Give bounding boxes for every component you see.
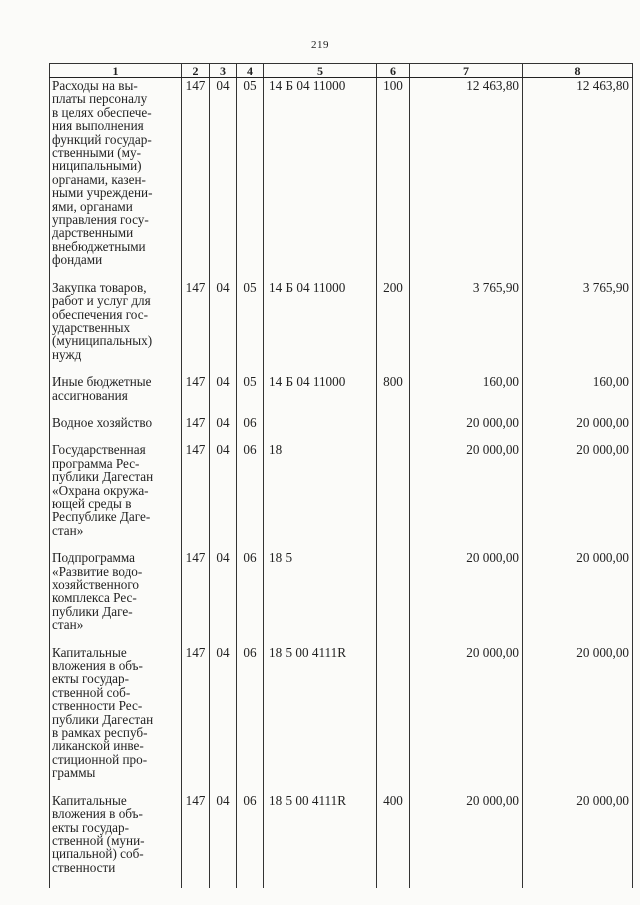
target-article-cell: 18 5 bbox=[264, 551, 377, 645]
amount-cell: 20 000,00 bbox=[410, 551, 523, 645]
target-article-cell: 14 Б 04 11000 bbox=[264, 375, 377, 416]
amount-total-cell: 20 000,00 bbox=[523, 443, 633, 551]
target-article-cell: 14 Б 04 11000 bbox=[264, 78, 377, 281]
table-body bbox=[50, 78, 633, 889]
row-name-cell: Государственная программа Рес- публики Дагестан «Охрана окружа- ющей среды в Республике Даге- стан» bbox=[50, 443, 182, 551]
column-header: 5 bbox=[264, 64, 377, 78]
column-header: 1 bbox=[50, 64, 182, 78]
expense-type-cell: 100 bbox=[377, 78, 410, 281]
table-row bbox=[50, 78, 633, 281]
budget-table bbox=[49, 63, 633, 888]
table-row bbox=[50, 794, 633, 888]
section-code-cell: 04 bbox=[210, 794, 237, 888]
amount-cell: 160,00 bbox=[410, 375, 523, 416]
table-row bbox=[50, 551, 633, 645]
amount-cell: 3 765,90 bbox=[410, 281, 523, 375]
amount-total-cell: 20 000,00 bbox=[523, 794, 633, 888]
amount-cell: 12 463,80 bbox=[410, 78, 523, 281]
amount-total-cell: 20 000,00 bbox=[523, 551, 633, 645]
section-code-cell: 04 bbox=[210, 375, 237, 416]
expense-type-cell bbox=[377, 443, 410, 551]
section-code-cell: 04 bbox=[210, 646, 237, 794]
amount-cell: 20 000,00 bbox=[410, 416, 523, 443]
expense-type-cell: 200 bbox=[377, 281, 410, 375]
expense-type-cell bbox=[377, 416, 410, 443]
row-name-cell: Капитальные вложения в объ- екты государ- ственной соб- ственности Рес- публики Дагестан в рамках респуб- ликанской инве- стиционной про- граммы bbox=[50, 646, 182, 794]
section-code-cell: 04 bbox=[210, 443, 237, 551]
column-header: 2 bbox=[182, 64, 210, 78]
expense-type-cell: 400 bbox=[377, 794, 410, 888]
subsection-code-cell: 05 bbox=[237, 78, 264, 281]
section-code-cell: 04 bbox=[210, 551, 237, 645]
subsection-code-cell: 05 bbox=[237, 281, 264, 375]
row-name-cell: Иные бюджетные ассигнования bbox=[50, 375, 182, 416]
row-name-cell: Закупка товаров, работ и услуг для обеспечения гос- ударственных (муниципальных) нужд bbox=[50, 281, 182, 375]
subsection-code-cell: 06 bbox=[237, 646, 264, 794]
ministry-code-cell: 147 bbox=[182, 551, 210, 645]
expense-type-cell bbox=[377, 646, 410, 794]
row-name-cell: Расходы на вы- платы персоналу в целях обеспече- ния выполнения функций государ- ственными (му- ниципальными) органами, казен- ными учреждени- ями, органами управления госу- дарственными внебюджетными фондами bbox=[50, 78, 182, 281]
amount-total-cell: 20 000,00 bbox=[523, 416, 633, 443]
table-row bbox=[50, 375, 633, 416]
column-header: 8 bbox=[523, 64, 633, 78]
subsection-code-cell: 06 bbox=[237, 443, 264, 551]
table-row bbox=[50, 416, 633, 443]
ministry-code-cell: 147 bbox=[182, 416, 210, 443]
section-code-cell: 04 bbox=[210, 281, 237, 375]
ministry-code-cell: 147 bbox=[182, 78, 210, 281]
expense-type-cell: 800 bbox=[377, 375, 410, 416]
page-number: 219 bbox=[311, 39, 329, 51]
ministry-code-cell: 147 bbox=[182, 443, 210, 551]
column-header: 4 bbox=[237, 64, 264, 78]
column-header: 7 bbox=[410, 64, 523, 78]
amount-total-cell: 20 000,00 bbox=[523, 646, 633, 794]
target-article-cell: 18 5 00 4111R bbox=[264, 646, 377, 794]
amount-total-cell: 12 463,80 bbox=[523, 78, 633, 281]
section-code-cell: 04 bbox=[210, 78, 237, 281]
column-header: 6 bbox=[377, 64, 410, 78]
column-header: 3 bbox=[210, 64, 237, 78]
subsection-code-cell: 06 bbox=[237, 794, 264, 888]
amount-total-cell: 3 765,90 bbox=[523, 281, 633, 375]
subsection-code-cell: 06 bbox=[237, 416, 264, 443]
subsection-code-cell: 05 bbox=[237, 375, 264, 416]
target-article-cell: 14 Б 04 11000 bbox=[264, 281, 377, 375]
ministry-code-cell: 147 bbox=[182, 794, 210, 888]
amount-cell: 20 000,00 bbox=[410, 443, 523, 551]
target-article-cell: 18 5 00 4111R bbox=[264, 794, 377, 888]
section-code-cell: 04 bbox=[210, 416, 237, 443]
amount-cell: 20 000,00 bbox=[410, 794, 523, 888]
row-name-cell: Капитальные вложения в объ- екты государ- ственной (муни- ципальной) соб- ственности bbox=[50, 794, 182, 888]
amount-cell: 20 000,00 bbox=[410, 646, 523, 794]
table-row bbox=[50, 443, 633, 551]
header-row bbox=[50, 64, 633, 78]
expense-type-cell bbox=[377, 551, 410, 645]
table-row bbox=[50, 646, 633, 794]
ministry-code-cell: 147 bbox=[182, 281, 210, 375]
amount-total-cell: 160,00 bbox=[523, 375, 633, 416]
subsection-code-cell: 06 bbox=[237, 551, 264, 645]
table-row bbox=[50, 281, 633, 375]
target-article-cell: 18 bbox=[264, 443, 377, 551]
row-name-cell: Водное хозяйство bbox=[50, 416, 182, 443]
ministry-code-cell: 147 bbox=[182, 646, 210, 794]
row-name-cell: Подпрограмма «Развитие водо- хозяйственного комплекса Рес- публики Даге- стан» bbox=[50, 551, 182, 645]
ministry-code-cell: 147 bbox=[182, 375, 210, 416]
target-article-cell bbox=[264, 416, 377, 443]
